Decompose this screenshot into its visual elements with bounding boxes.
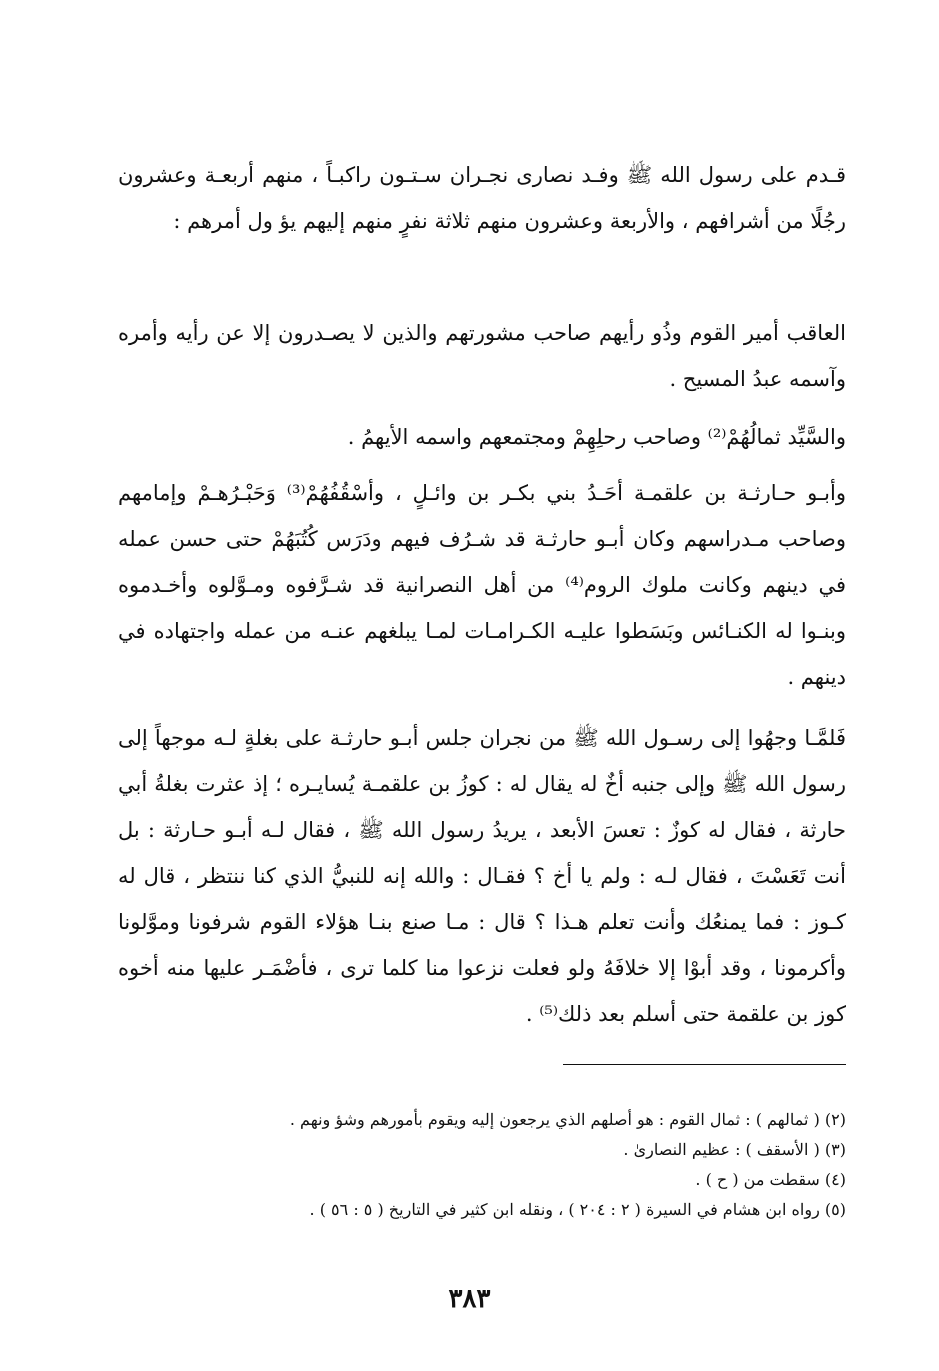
paragraph-kuz-story: فَلمَّـا وجهُوا إلى رسـول الله ﷺ من نجران جلس أبـو حارثـة على بغلةٍ لـه موجهاً إلى رسول الله ﷺ وإلى جنبه أخٌ له يقال له : كوزُ بن علقمـة يُسايـره ؛ إذ عثرت بغلةُ أبي حارثة ، فقال له كوزٌ : تعسَ الأبعد ، يريدُ رسول الله ﷺ ، فقال لـه أبـو حـارثة : بل أنت تَعَسْتَ ، فقال لـه : ولم يا أخ ؟ فقـال : والله إنه للنبيُّ الذي كنا ننتظر ، قال له كـوز : فما يمنعُك وأنت تعلم هـذا ؟ قال : مـا صنع بنـا هؤلاء القوم شرفونا وموَّلونا وأكرمونا ، وقد أبوْا إلا خلافَهُ ولو فعلت نزعوا منا كلما ترى ، فأضْمَـر عليها منه أخوه كوز بن علقمة حتى أسلم بعد ذلك⁽⁵⁾ . <box>118 726 846 1026</box>
footnotes-list <box>118 1105 846 1225</box>
page-number: ٣٨٣ <box>448 1284 491 1314</box>
paragraph-delegation: قـدم على رسول الله ﷺ وفـد نصارى نجـران سـتـون راكبـاً ، منهم أربعـة وعشرون رجُلًا من أشرافهم ، والأربعة وعشرون منهم ثلاثة نفرٍ منهم إليهم يؤ ول أمرهم : <box>118 163 846 233</box>
footnote-separator <box>563 1064 846 1065</box>
footnote-5: (٥) رواه ابن هشام في السيرة ( ٢ : ٢٠٤ ) ، ونقله ابن كثير في التاريخ ( ٥ : ٥٦ ) . <box>309 1200 846 1219</box>
footnote-4: (٤) سقطت من ( ح ) . <box>695 1170 846 1189</box>
footnote-3: (٣) ( الأسقف ) : عظيم النصارىٰ . <box>623 1140 846 1159</box>
paragraph-aqib: العاقب أمير القوم وذُو رأيهم صاحب مشورتهم والذين لا يصـدرون إلا عن رأيه وأمره وآسمه عبدُ المسيح . <box>118 321 846 391</box>
paragraph-abu-haritha: وأبـو حـارثـة بن علقمـة أحَـدُ بني بكـر بن وائـلٍ ، وأسْقُفُهُمْ⁽³⁾ وَحَبْـرُهـمْ وإمامهم وصاحب مـدراسهم وكان أبـو حارثـة قد شـرُف فيهم ودَرَس كُتُبَهُمْ حتى حسن عمله في دينهم وكانت ملوك الروم⁽⁴⁾ من أهل النصرانية قد شـرَّفوه ومـوَّلوه وأخـدموه وبنـوا له الكنـائس وبَسَطوا عليـه الكـرامـات لمـا يبلغهم عنـه من عمله واجتهاده في دينهم . <box>118 481 846 689</box>
footnote-2: (٢) ( ثمالهم ) : ثمال القوم : هو أصلهم الذي يرجعون إليه ويقوم بأمورهم وشؤ ونهم . <box>289 1110 846 1129</box>
paragraph-sayyid: والسَّيِّد ثمالُهُمْ⁽²⁾ وصاحب رحلِهِمْ ومجتمعهم واسمه الأيهمُ . <box>347 425 846 449</box>
